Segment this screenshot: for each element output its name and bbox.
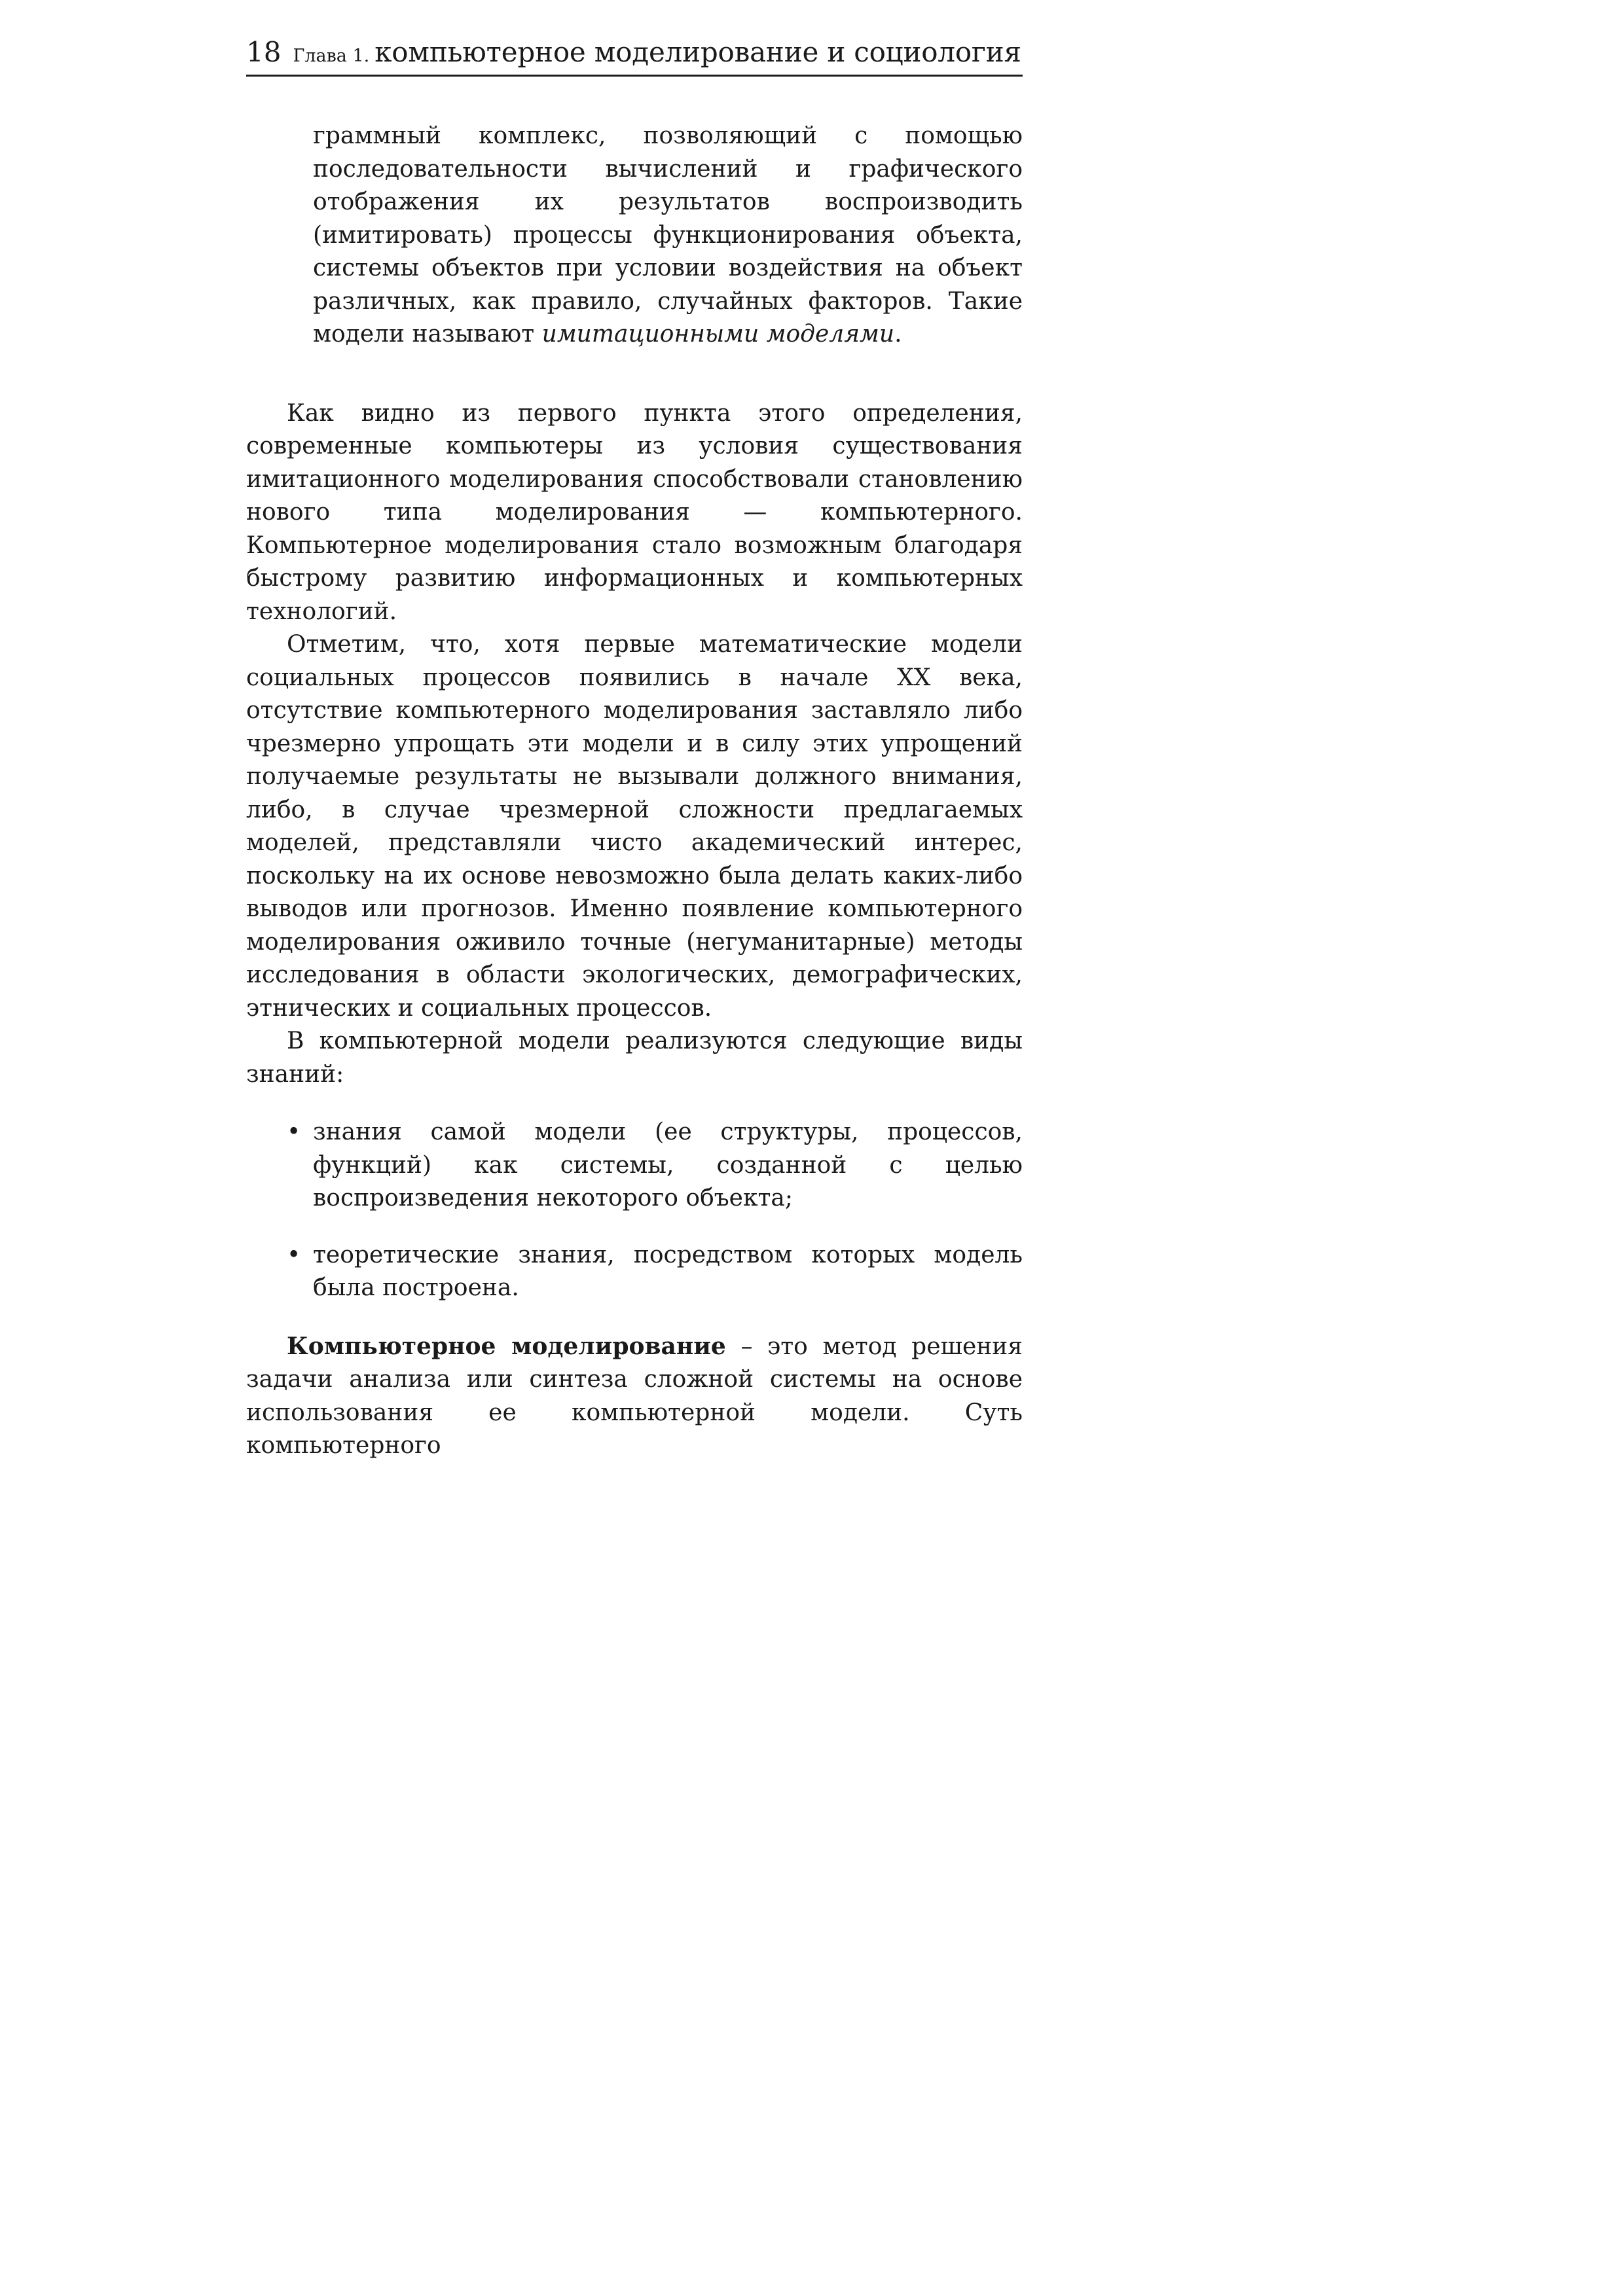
chapter-label: Глава 1.: [293, 46, 370, 66]
defined-term: Компьютерное моделирование: [287, 1332, 726, 1360]
paragraph-1: Как видно из первого пункта этого определения, современные компьютеры из условия существования имитационного моделирования способствовали становлению нового типа моделирования — компьютерного. Компьютерное моделирования стало возможным благодаря быстрому развитию информационных и компьютерных технологий.: [246, 399, 1023, 625]
quote-tail: .: [894, 321, 902, 348]
list-item-text: знания самой модели (ее структуры, процессов, функций) как системы, созданной с целью воспроизведения некоторого объекта;: [313, 1119, 1023, 1211]
paragraph-2: Отметим, что, хотя первые математические модели социальных процессов появились в начале XX века, отсутствие компьютерного моделирования заставляло либо чрезмерно упрощать эти модели и в силу этих упрощений получаемые результаты не вызывали должного внимания, либо, в случае чрезмерной сложности предлагаемых моделей, представляли чисто академический интерес, поскольку на их основе невозможно была делать каких-либо выводов или прогнозов. Именно появление компьютерного моделирования оживило точные (негуманитарные) методы исследования в области экологических, демографических, этнических и социальных процессов.: [246, 631, 1023, 1022]
page-number: 18: [246, 36, 282, 68]
quote-emphasis: имитационными моделями: [541, 321, 895, 348]
quote-text: граммный комплекс, позволяющий с помощью последовательности вычислений и графического отображения их результатов воспроизводить (имитировать) процессы функционирования объекта, системы объектов при условии воздействия на объект различных, как правило, случайных факторов. Такие модели называют: [313, 122, 1023, 348]
chapter-title: компьютерное моделирование и социология: [374, 36, 1021, 68]
book-page: [246, 33, 1023, 1463]
knowledge-list: [246, 1116, 1023, 1305]
bullet-icon: •: [287, 1119, 301, 1145]
bullet-icon: •: [287, 1241, 301, 1268]
definition-paragraph: [246, 1330, 1023, 1463]
paragraph-3: В компьютерной модели реализуются следующие виды знаний:: [246, 1028, 1023, 1088]
running-header: [246, 33, 1023, 72]
quoted-definition: [313, 120, 1023, 351]
list-item: [246, 1116, 1023, 1215]
list-item: [246, 1239, 1023, 1305]
list-item-text: теоретические знания, посредством которых модель была построена.: [313, 1241, 1023, 1301]
definition-text: – это метод решения задачи анализа или синтеза сложной системы на основе использования ее компьютерной модели. Суть компьютерного: [246, 1333, 1023, 1459]
